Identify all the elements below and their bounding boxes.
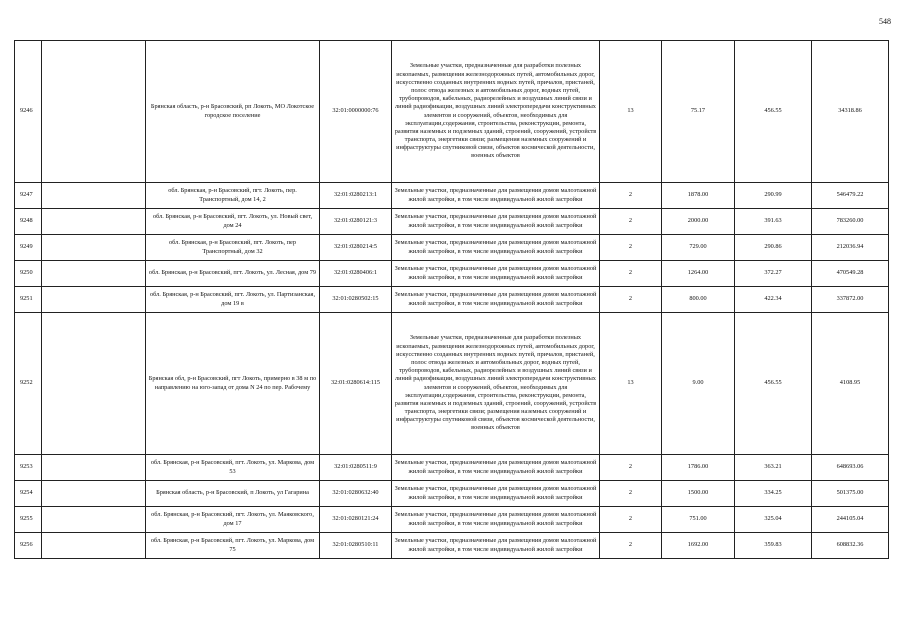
- cadastral-value-cell: [812, 455, 889, 481]
- land-use-cell-text: Земельные участки, предназначенные для размещения домов малоэтажной жилой застройки, в том числе индивидуальной жилой застройки: [394, 265, 597, 281]
- address-cell: [146, 481, 320, 507]
- land-use-cell-text: Земельные участки, предназначенные для разработки полезных ископаемых, размещения железнодорожных путей, автомобильных дорог, искусственно созданных внутренних водных путей, причалов, пристаней, полос отвода железных и автомобильных дорог, водных путей, трубопроводов, кабельных, радиорелейных и воздушных линий связи и линий радиофикации, воздушных линий электропередачи конструктивных элементов и сооружений, объектов, необходимых для эксплуатации,содержания, строительства, реконструкции, ремонта, развития наземных и подземных зданий, строений, сооружений, устройств транспорта, энергетики связи; размещения наземных сооружений и инфраструктуры спутниковой связи, объектов космической деятельности, военных объектов: [394, 334, 597, 432]
- land-use-cell-text: Земельные участки, предназначенные для разработки полезных ископаемых, размещения железнодорожных путей, автомобильных дорог, искусственно созданных внутренних водных путей, причалов, пристаней, полос отвода железных и автомобильных дорог, водных путей, трубопроводов, кабельных, радиорелейных и воздушных линий связи и линий радиофикации, воздушных линий электропередачи конструктивных элементов и сооружений, объектов, необходимых для эксплуатации,содержания, строительства, реконструкции, ремонта, развития наземных и подземных зданий, строений, сооружений, устройств транспорта, энергетики связи; размещения наземных сооружений и инфраструктуры спутниковой связи, объектов космической деятельности, военных объектов: [394, 62, 597, 160]
- address-cell: [146, 533, 320, 559]
- cadastral-value-cell-text: 608832.36: [836, 541, 864, 549]
- land-use-cell-text: Земельные участки, предназначенные для размещения домов малоэтажной жилой застройки, в том числе индивидуальной жилой застройки: [394, 511, 597, 527]
- page-number: 548: [879, 17, 891, 26]
- address-cell-text: обл. Брянская, р-н Брасовский, пгт. Локоть, ул. Маркова, дом 53: [150, 459, 315, 475]
- cadastral-value-cell: [812, 507, 889, 533]
- row-number-cell-text: 9255: [20, 515, 33, 523]
- specific-value-cell-text: 359.83: [764, 541, 782, 549]
- blank-cell: [42, 235, 146, 261]
- area-cell-text: 751.00: [689, 515, 707, 523]
- address-cell-text: обл. Брянская, р-н Брасовский, пгт. Локоть, ул. Маяковского, дом 17: [151, 511, 314, 527]
- table-row: [15, 455, 889, 481]
- cadastral-number-cell-text: 32:01:0280632:40: [332, 489, 379, 497]
- area-cell-text: 75.17: [690, 107, 706, 115]
- address-cell-text: обл. Брянская, р-н Брасовский, пгт. Локоть, пер. Транспортный, дом 14, 2: [168, 187, 297, 203]
- table-body: [15, 41, 889, 559]
- blank-cell: [42, 313, 146, 455]
- specific-value-cell-text: 391.63: [764, 217, 782, 225]
- land-use-cell: [392, 209, 600, 235]
- address-cell: [146, 313, 320, 455]
- specific-value-cell-text: 422.34: [764, 295, 782, 303]
- cadastral-value-table: [14, 40, 889, 559]
- use-group-cell: [600, 533, 662, 559]
- table-row: [15, 235, 889, 261]
- specific-value-cell-text: 372.27: [764, 269, 782, 277]
- cadastral-value-cell-text: 244105.04: [836, 515, 864, 523]
- row-number-cell-text: 9253: [20, 463, 33, 471]
- area-cell-text: 1878.00: [687, 191, 709, 199]
- blank-cell: [42, 41, 146, 183]
- table-row: [15, 183, 889, 209]
- cadastral-value-cell: [812, 313, 889, 455]
- land-use-cell: [392, 41, 600, 183]
- row-number-cell: [15, 313, 42, 455]
- row-number-cell-text: 9250: [20, 269, 33, 277]
- use-group-cell: [600, 183, 662, 209]
- specific-value-cell: [735, 533, 812, 559]
- cadastral-number-cell-text: 32:01:0280213:1: [333, 191, 378, 199]
- use-group-cell: [600, 313, 662, 455]
- cadastral-number-cell: [320, 41, 392, 183]
- blank-cell: [42, 209, 146, 235]
- cadastral-number-cell-text: 32:01:0280214:5: [333, 243, 378, 251]
- address-cell-text: обл. Брянская, р-н Брасовский, пгт. Локоть, ул. Лесная, дом 79: [148, 269, 317, 277]
- table-row: [15, 481, 889, 507]
- land-use-cell: [392, 183, 600, 209]
- cadastral-value-cell: [812, 235, 889, 261]
- row-number-cell: [15, 261, 42, 287]
- area-cell: [662, 481, 735, 507]
- address-cell: [146, 287, 320, 313]
- specific-value-cell: [735, 455, 812, 481]
- cadastral-value-cell-text: 212036.94: [836, 243, 864, 251]
- cadastral-number-cell: [320, 507, 392, 533]
- land-use-cell: [392, 533, 600, 559]
- cadastral-value-cell: [812, 481, 889, 507]
- specific-value-cell-text: 290.86: [764, 243, 782, 251]
- use-group-cell-text: 2: [628, 541, 633, 549]
- table-row: [15, 533, 889, 559]
- use-group-cell-text: 2: [628, 489, 633, 497]
- cadastral-number-cell-text: 32:01:0000000:76: [332, 107, 379, 115]
- land-use-cell-text: Земельные участки, предназначенные для размещения домов малоэтажной жилой застройки, в том числе индивидуальной жилой застройки: [394, 485, 597, 501]
- cadastral-value-cell: [812, 183, 889, 209]
- blank-cell: [42, 455, 146, 481]
- area-cell-text: 729.00: [689, 243, 707, 251]
- table-row: [15, 261, 889, 287]
- cadastral-value-cell-text: 470549.28: [836, 269, 864, 277]
- specific-value-cell-text: 456.55: [764, 379, 782, 387]
- area-cell: [662, 287, 735, 313]
- cadastral-number-cell-text: 32:01:0280121:3: [333, 217, 378, 225]
- area-cell: [662, 455, 735, 481]
- row-number-cell-text: 9252: [20, 379, 33, 387]
- row-number-cell: [15, 209, 42, 235]
- row-number-cell-text: 9251: [20, 295, 33, 303]
- cadastral-number-cell: [320, 287, 392, 313]
- table-row: [15, 41, 889, 183]
- use-group-cell: [600, 507, 662, 533]
- use-group-cell: [600, 209, 662, 235]
- address-cell-text: обл. Брянская, р-н Брасовский, пгт. Локоть, ул. Маркова, дом 75: [150, 537, 315, 553]
- area-cell: [662, 313, 735, 455]
- land-use-cell-text: Земельные участки, предназначенные для размещения домов малоэтажной жилой застройки, в том числе индивидуальной жилой застройки: [394, 187, 597, 203]
- area-cell: [662, 533, 735, 559]
- specific-value-cell-text: 334.25: [764, 489, 782, 497]
- specific-value-cell-text: 325.04: [764, 515, 782, 523]
- cadastral-value-cell-text: 501375.00: [836, 489, 864, 497]
- use-group-cell: [600, 287, 662, 313]
- cadastral-value-cell-text: 783260.00: [836, 217, 864, 225]
- blank-cell: [42, 507, 146, 533]
- address-cell-text: обл. Брянская, р-н Брасовский, пгт. Локоть, ул. Партизанская, дом 19 в: [149, 291, 316, 307]
- cadastral-value-cell: [812, 209, 889, 235]
- specific-value-cell-text: 290.99: [764, 191, 782, 199]
- cadastral-value-cell-text: 546479.22: [836, 191, 864, 199]
- table-row: [15, 507, 889, 533]
- area-cell: [662, 209, 735, 235]
- address-cell: [146, 41, 320, 183]
- use-group-cell-text: 13: [627, 379, 634, 387]
- cadastral-number-cell: [320, 235, 392, 261]
- land-use-cell-text: Земельные участки, предназначенные для размещения домов малоэтажной жилой застройки, в том числе индивидуальной жилой застройки: [394, 291, 597, 307]
- use-group-cell: [600, 455, 662, 481]
- land-use-cell: [392, 455, 600, 481]
- specific-value-cell: [735, 481, 812, 507]
- specific-value-cell: [735, 41, 812, 183]
- cadastral-value-cell: [812, 287, 889, 313]
- specific-value-cell: [735, 287, 812, 313]
- row-number-cell: [15, 235, 42, 261]
- area-cell: [662, 41, 735, 183]
- row-number-cell: [15, 287, 42, 313]
- area-cell: [662, 507, 735, 533]
- cadastral-value-cell: [812, 261, 889, 287]
- address-cell: [146, 507, 320, 533]
- address-cell-text: обл. Брянская, р-н Брасовский, пгт. Локоть, ул. Новый свет, дом 24: [152, 213, 313, 229]
- use-group-cell: [600, 261, 662, 287]
- area-cell: [662, 261, 735, 287]
- use-group-cell-text: 2: [628, 191, 633, 199]
- row-number-cell-text: 9248: [20, 217, 33, 225]
- cadastral-number-cell-text: 32:01:0280121:24: [332, 515, 379, 523]
- area-cell-text: 9.00: [692, 379, 704, 387]
- cadastral-value-cell-text: 4108.95: [839, 379, 861, 387]
- blank-cell: [42, 261, 146, 287]
- cadastral-number-cell-text: 32:01:0280510:11: [332, 541, 379, 549]
- specific-value-cell: [735, 261, 812, 287]
- use-group-cell: [600, 235, 662, 261]
- land-use-cell-text: Земельные участки, предназначенные для размещения домов малоэтажной жилой застройки, в том числе индивидуальной жилой застройки: [394, 239, 597, 255]
- cadastral-value-cell-text: 337872.00: [836, 295, 864, 303]
- cadastral-number-cell: [320, 481, 392, 507]
- area-cell-text: 1692.00: [687, 541, 709, 549]
- table-row: [15, 313, 889, 455]
- land-use-cell: [392, 261, 600, 287]
- cadastral-number-cell: [320, 455, 392, 481]
- cadastral-value-cell: [812, 41, 889, 183]
- row-number-cell-text: 9254: [20, 489, 33, 497]
- land-use-cell-text: Земельные участки, предназначенные для размещения домов малоэтажной жилой застройки, в том числе индивидуальной жилой застройки: [394, 537, 597, 553]
- land-use-cell-text: Земельные участки, предназначенные для размещения домов малоэтажной жилой застройки, в том числе индивидуальной жилой застройки: [394, 213, 597, 229]
- area-cell: [662, 235, 735, 261]
- land-use-cell: [392, 235, 600, 261]
- area-cell-text: 1786.00: [687, 463, 709, 471]
- row-number-cell: [15, 455, 42, 481]
- address-cell-text: Брянская обл, р-н Брасовский, пгт Локоть, примерно в 38 м по направлению на юго-запад от дома N 24 по пер. Рабочему: [148, 375, 317, 391]
- address-cell-text: Брянская область, р-н Брасовский, рп Локоть, МО Локотское городское поселение: [150, 103, 315, 119]
- row-number-cell-text: 9246: [20, 107, 33, 115]
- area-cell-text: 800.00: [689, 295, 707, 303]
- row-number-cell: [15, 507, 42, 533]
- row-number-cell-text: 9249: [20, 243, 33, 251]
- blank-cell: [42, 481, 146, 507]
- specific-value-cell-text: 363.21: [764, 463, 782, 471]
- row-number-cell-text: 9247: [20, 191, 33, 199]
- cadastral-number-cell: [320, 313, 392, 455]
- cadastral-number-cell: [320, 183, 392, 209]
- address-cell: [146, 261, 320, 287]
- row-number-cell: [15, 481, 42, 507]
- land-use-cell-text: Земельные участки, предназначенные для размещения домов малоэтажной жилой застройки, в том числе индивидуальной жилой застройки: [394, 459, 597, 475]
- use-group-cell-text: 13: [627, 107, 634, 115]
- area-cell-text: 1264.00: [687, 269, 709, 277]
- cadastral-number-cell-text: 32:01:0280502:15: [332, 295, 379, 303]
- address-cell-text: обл. Брянская, р-н Брасовский, пгт. Локоть, пер Транспортный, дом 32: [168, 239, 297, 255]
- specific-value-cell-text: 456.55: [764, 107, 782, 115]
- use-group-cell-text: 2: [628, 269, 633, 277]
- row-number-cell: [15, 533, 42, 559]
- land-use-cell: [392, 287, 600, 313]
- cadastral-number-cell-text: 32:01:0280511:9: [334, 463, 377, 471]
- table-row: [15, 209, 889, 235]
- use-group-cell: [600, 481, 662, 507]
- address-cell: [146, 235, 320, 261]
- use-group-cell-text: 2: [628, 515, 633, 523]
- land-use-cell: [392, 313, 600, 455]
- use-group-cell-text: 2: [628, 217, 633, 225]
- row-number-cell: [15, 41, 42, 183]
- specific-value-cell: [735, 507, 812, 533]
- blank-cell: [42, 533, 146, 559]
- area-cell: [662, 183, 735, 209]
- use-group-cell: [600, 41, 662, 183]
- use-group-cell-text: 2: [628, 243, 633, 251]
- row-number-cell: [15, 183, 42, 209]
- address-cell-text: Брянская область, р-н Брасовский, п Локоть, ул Гагарина: [156, 489, 309, 497]
- blank-cell: [42, 183, 146, 209]
- cadastral-value-cell-text: 648693.06: [836, 463, 864, 471]
- specific-value-cell: [735, 183, 812, 209]
- address-cell: [146, 455, 320, 481]
- table-row: [15, 287, 889, 313]
- specific-value-cell: [735, 209, 812, 235]
- use-group-cell-text: 2: [628, 463, 633, 471]
- specific-value-cell: [735, 313, 812, 455]
- cadastral-number-cell-text: 32:01:0280614:115: [330, 379, 381, 387]
- cadastral-number-cell: [320, 261, 392, 287]
- cadastral-number-cell-text: 32:01:0280406:1: [333, 269, 378, 277]
- area-cell-text: 2000.00: [687, 217, 709, 225]
- land-use-cell: [392, 507, 600, 533]
- cadastral-number-cell: [320, 209, 392, 235]
- specific-value-cell: [735, 235, 812, 261]
- blank-cell: [42, 287, 146, 313]
- row-number-cell-text: 9256: [20, 541, 33, 549]
- cadastral-number-cell: [320, 533, 392, 559]
- land-use-cell: [392, 481, 600, 507]
- address-cell: [146, 209, 320, 235]
- cadastral-value-cell: [812, 533, 889, 559]
- use-group-cell-text: 2: [628, 295, 633, 303]
- cadastral-value-cell-text: 34318.86: [838, 107, 862, 115]
- address-cell: [146, 183, 320, 209]
- area-cell-text: 1500.00: [687, 489, 709, 497]
